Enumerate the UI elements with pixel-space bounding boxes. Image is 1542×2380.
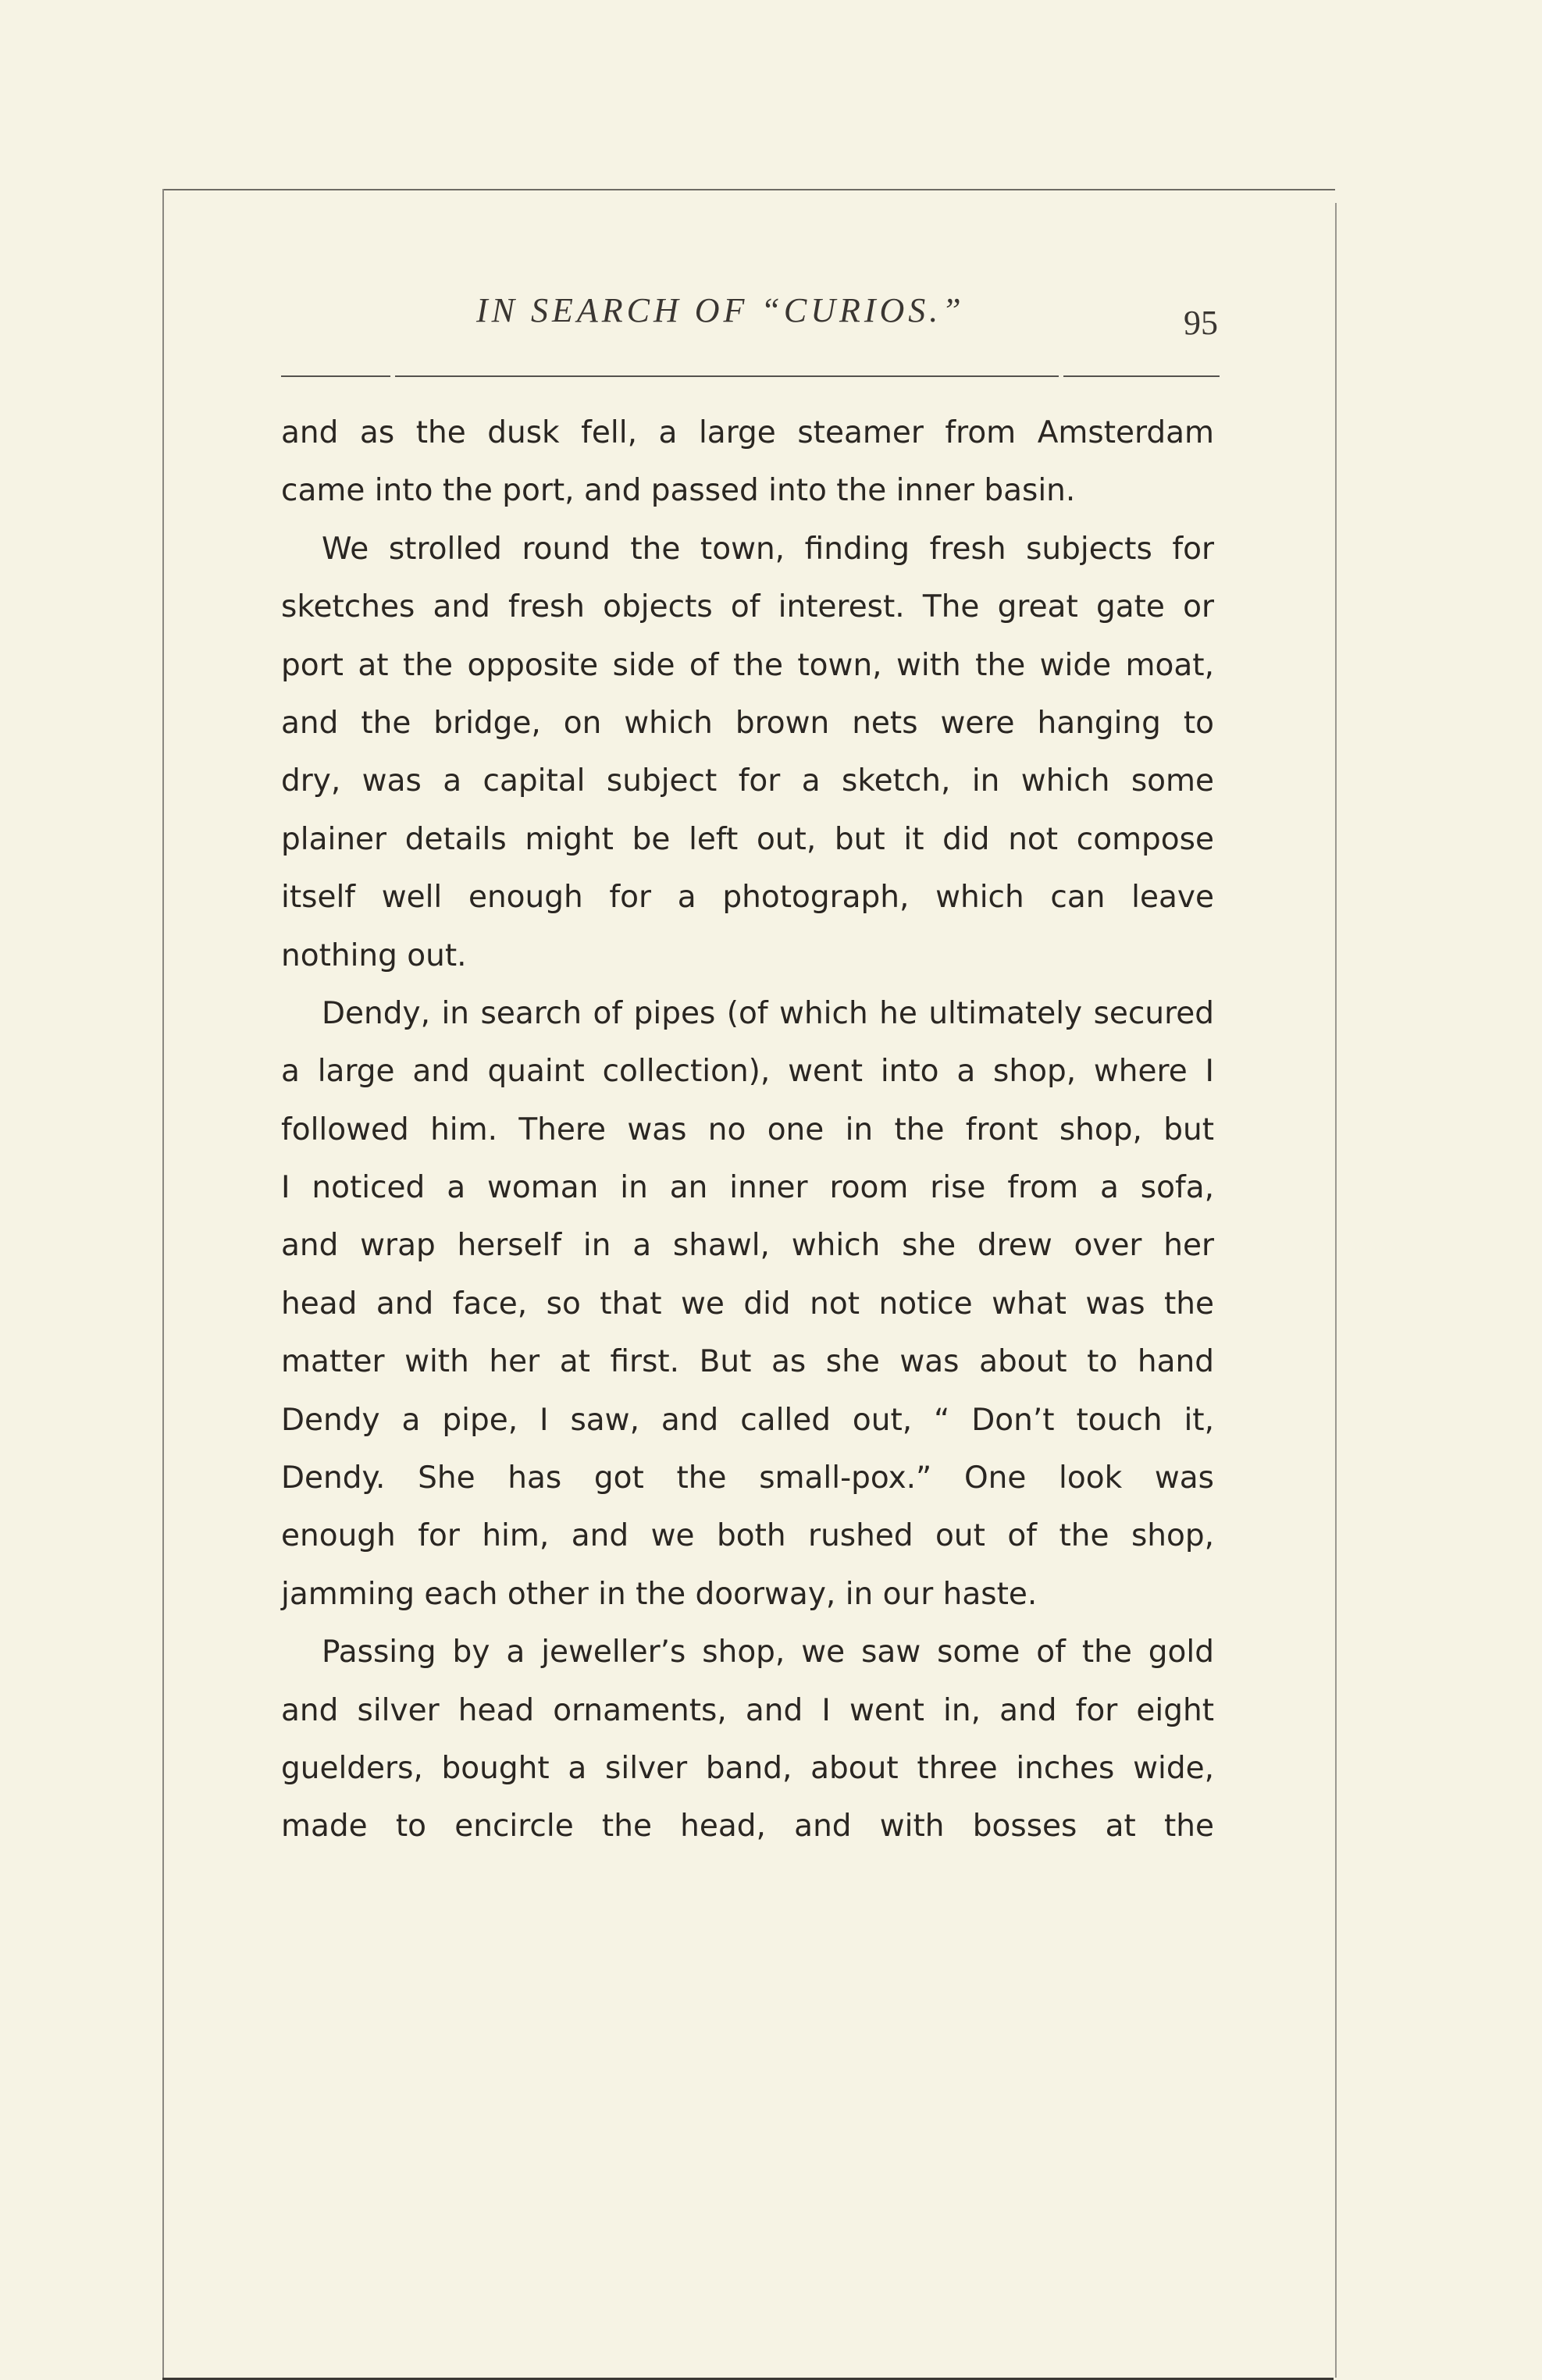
body-text [281,404,1214,1856]
text-line: jamming each other in the doorway, in our haste. [281,1576,1038,1612]
page-frame-top-border [162,189,1335,190]
text-line: and silver head ornaments, and I went in, and for eight [281,1692,1214,1728]
text-line: enough for him, and we both rushed out of the shop, [281,1518,1214,1554]
text-line: port at the opposite side of the town, with the wide moat, [281,647,1214,683]
header-rule-left [281,375,390,377]
text-line: dry, was a capital subject for a sketch, in which some [281,763,1214,799]
text-line: made to encircle the head, and with bosses at the [281,1809,1214,1845]
running-head [281,290,1218,353]
page-number: 95 [1184,304,1218,342]
text-line: Passing by a jeweller’s shop, we saw some of the gold [322,1635,1214,1670]
header-rule-middle [395,375,1059,377]
text-line: itself well enough for a photograph, which can leave [281,880,1214,916]
text-line: guelders, bought a silver band, about three inches wide, [281,1750,1214,1786]
text-line: came into the port, and passed into the inner basin. [281,473,1076,509]
text-line: head and face, so that we did not notice what was the [281,1286,1214,1322]
header-rule-right [1063,375,1220,377]
text-line: plainer details might be left out, but it did not compose [281,821,1214,857]
text-line: I noticed a woman in an inner room rise from a sofa, [281,1170,1214,1206]
text-line: We strolled round the town, finding fresh subjects for [322,531,1214,567]
text-line: and the bridge, on which brown nets were hanging to [281,705,1214,741]
text-line: Dendy, in search of pipes (of which he ultimately secured [322,995,1214,1031]
text-line: nothing out. [281,937,467,973]
text-line: Dendy. She has got the small-pox.” One look was [281,1460,1214,1496]
text-line: sketches and fresh objects of interest. The great gate or [281,589,1214,625]
page-frame-left-border [162,189,164,2378]
text-line: followed him. There was no one in the front shop, but [281,1112,1214,1147]
page-frame-right-border [1335,203,1337,2378]
text-line: and as the dusk fell, a large steamer from Amsterdam [281,415,1214,450]
running-title: IN SEARCH OF “CURIOS.” [476,291,965,329]
text-line: matter with her at first. But as she was about to hand [281,1344,1214,1380]
text-line: Dendy a pipe, I saw, and called out, “ Don’t touch it, [281,1402,1214,1438]
text-line: and wrap herself in a shawl, which she drew over her [281,1228,1214,1264]
text-line: a large and quaint collection), went into a shop, where I [281,1054,1214,1090]
